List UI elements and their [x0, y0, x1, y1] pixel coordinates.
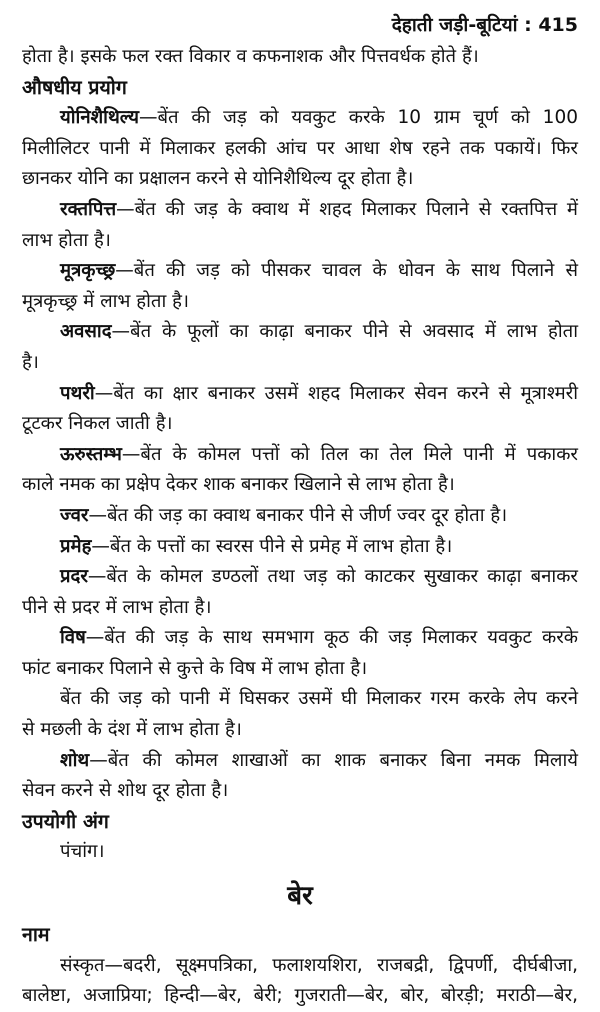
line-text: —बेंत का क्षार बनाकर उसमें शहद मिलाकर सेवन करने से मूत्राश्मरी — [94, 382, 578, 404]
line-text: से मछली के दंश में लाभ होता है। — [22, 719, 242, 741]
paragraph-line — [22, 837, 578, 868]
paragraph-line — [22, 746, 578, 777]
paragraph-line — [22, 317, 578, 348]
line-text: —बेंत के पत्तों का स्वरस पीने से प्रमेह में लाभ होता है। — [91, 535, 453, 557]
paragraph-line — [22, 470, 578, 501]
paragraph-line — [22, 501, 578, 532]
paragraph-line — [22, 103, 578, 134]
remedy-term: विष — [60, 627, 86, 649]
paragraph-line — [22, 164, 578, 195]
paragraph-line — [22, 715, 578, 746]
paragraph-line — [22, 684, 578, 715]
paragraph-line — [22, 379, 578, 410]
line-text: फांट बनाकर पिलाने से कुत्ते के विष में लाभ होता है। — [22, 657, 368, 679]
paragraph-line — [22, 532, 578, 563]
line-text: —बेंत की जड़ के क्वाथ में शहद मिलाकर पिलाने से रक्तपित्त में — [116, 198, 578, 220]
line-text: सेवन करने से शोथ दूर होता है। — [22, 780, 229, 802]
line-text: —बेंत की जड़ को यवकुट करके 10 ग्राम चूर्ण को 100 — [138, 107, 578, 129]
remedy-term: पथरी — [60, 382, 95, 404]
paragraph-line — [22, 409, 578, 440]
paragraph-line — [22, 654, 578, 685]
running-header: देहाती जड़ी-बूटियां : 415 — [391, 14, 578, 36]
line-text: है। — [22, 351, 39, 373]
section-bent-uses — [22, 42, 578, 868]
remedy-term: शोथ — [60, 749, 90, 771]
paragraph-line — [22, 562, 578, 593]
line-text: लाभ होता है। — [22, 229, 111, 251]
paragraph-line — [22, 776, 578, 807]
line-text: नाम — [22, 923, 50, 947]
paragraph-line — [22, 256, 578, 287]
remedy-term: प्रदर — [60, 566, 88, 588]
line-text: —बेंत के फूलों का काढ़ा बनाकर पीने से अवसाद में लाभ होता — [111, 321, 578, 343]
paragraph-line — [22, 287, 578, 318]
paragraph-line — [22, 981, 578, 1012]
line-text: —बेंत की जड़ को पीसकर चावल के धोवन के साथ पिलाने से — [115, 260, 578, 282]
line-text: —बेंत के कोमल डण्ठलों तथा जड़ को काटकर सुखाकर काढ़ा बनाकर — [87, 566, 578, 588]
line-text: बेंत की जड़ को पानी में घिसकर उसमें घी मिलाकर गरम करके लेप करने — [60, 688, 578, 710]
line-text: उपयोगी अंग — [22, 809, 109, 833]
article-title: बेर — [287, 881, 313, 912]
line-text: —बेंत की जड़ का क्वाथ बनाकर पीने से जीर्ण ज्वर दूर होता है। — [88, 504, 508, 526]
book-page — [22, 10, 578, 1012]
remedy-term: योनिशैथिल्य — [60, 107, 139, 129]
paragraph-line — [22, 134, 578, 165]
paragraph-line — [22, 348, 578, 379]
paragraph-line — [22, 593, 578, 624]
section-heading — [22, 920, 578, 951]
remedy-term: ऊरुस्तम्भ — [60, 443, 122, 465]
line-text: —बेंत की जड़ के साथ समभाग कूठ की जड़ मिलाकर यवकुट करके — [85, 627, 578, 649]
line-text: पीने से प्रदर में लाभ होता है। — [22, 596, 212, 618]
paragraph-line — [22, 623, 578, 654]
line-text: होता है। इसके फल रक्त विकार व कफनाशक और पित्तवर्धक होते हैं। — [22, 46, 479, 67]
line-text: मिलीलिटर पानी में मिलाकर हलकी आंच पर आधा शेष रहने तक पकायें। फिर — [22, 137, 578, 159]
paragraph-line — [22, 226, 578, 257]
section-ber-names — [22, 920, 578, 1012]
section-heading — [22, 73, 578, 104]
line-text: काले नमक का प्रक्षेप देकर शाक बनाकर खिलाने से लाभ होता है। — [22, 474, 455, 496]
paragraph-line — [22, 195, 578, 226]
line-text: टूटकर निकल जाती है। — [22, 413, 173, 435]
line-text: —बेंत के कोमल पत्तों को तिल का तेल मिले पानी में पकाकर — [121, 443, 578, 465]
paragraph-line — [22, 440, 578, 471]
line-text: बालेष्टा, अजाप्रिया; हिन्दी—बेर, बेरी; गुजराती—बेर, बोर, बोरड़ी; मराठी—बेर, — [22, 985, 578, 1007]
paragraph-line — [22, 951, 578, 982]
line-text: औषधीय प्रयोग — [22, 75, 127, 99]
line-text: —बेंत की कोमल शाखाओं का शाक बनाकर बिना नमक मिलाये — [89, 749, 578, 771]
line-text: संस्कृत—बदरी, सूक्ष्मपत्रिका, फलाशयशिरा, राजबद्री, द्विपर्णी, दीर्घबीजा, — [60, 954, 578, 976]
remedy-term: मूत्रकृच्छ्र — [60, 260, 116, 282]
remedy-term: रक्तपित्त — [60, 198, 117, 220]
remedy-term: ज्वर — [60, 504, 89, 526]
remedy-term: अवसाद — [60, 321, 112, 343]
line-text: छानकर योनि का प्रक्षालन करने से योनिशैथिल्य दूर होता है। — [22, 168, 414, 190]
line-text: मूत्रकृच्छ्र में लाभ होता है। — [22, 290, 189, 312]
line-text: पंचांग। — [60, 841, 105, 863]
remedy-term: प्रमेह — [60, 535, 92, 557]
text-line — [22, 42, 578, 73]
section-heading — [22, 807, 578, 838]
